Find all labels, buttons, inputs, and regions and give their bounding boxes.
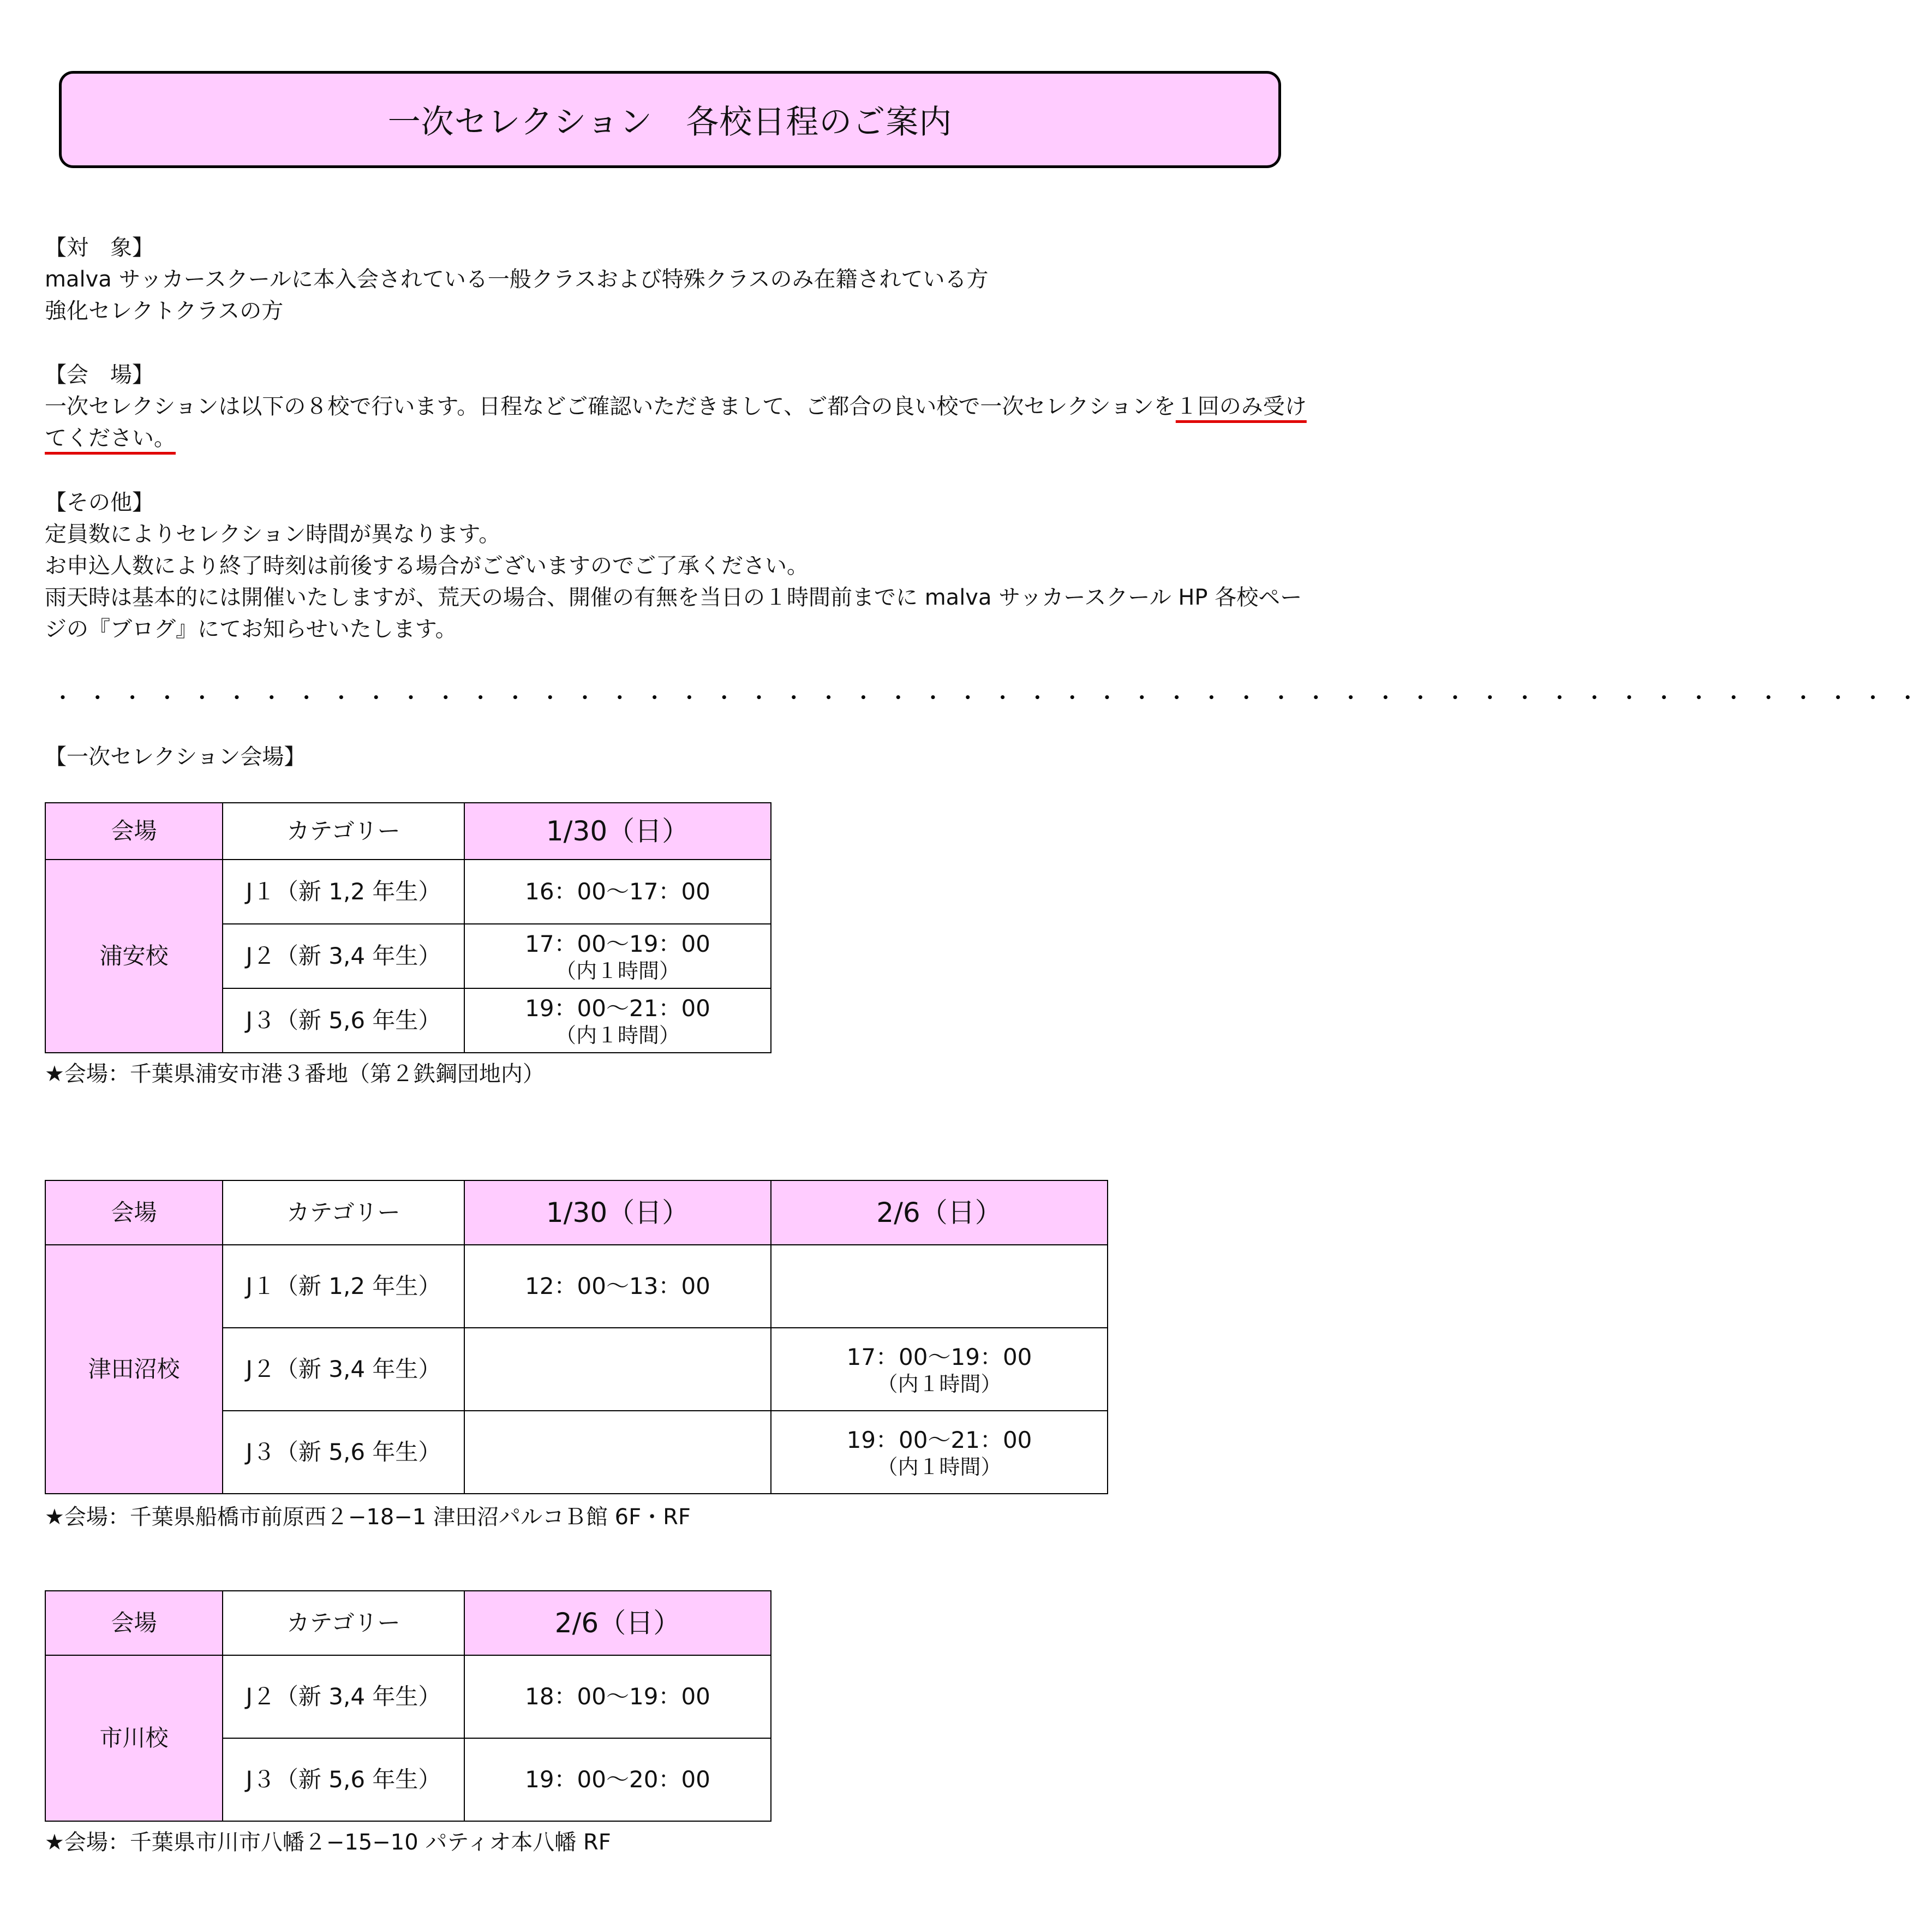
time-cell bbox=[464, 1328, 771, 1411]
header-date: 2/6（日） bbox=[771, 1180, 1108, 1245]
time-note: （内１時間） bbox=[877, 1372, 1002, 1396]
time-text: 18：00～19：00 bbox=[525, 1683, 710, 1710]
category-cell: J３（新 5,6 年生） bbox=[223, 1738, 464, 1821]
target-heading: 【対 象】 bbox=[45, 235, 154, 260]
time-cell bbox=[464, 1738, 771, 1821]
target-line: malva サッカースクールに本入会されている一般クラスおよび特殊クラスのみ在籍されている方 bbox=[45, 267, 989, 292]
time-note: （内１時間） bbox=[877, 1455, 1002, 1479]
header-date: 1/30（日） bbox=[464, 803, 771, 860]
other-line: お申込人数により終了時刻は前後する場合がございますのでご了承ください。 bbox=[45, 553, 809, 578]
header-venue: 会場 bbox=[45, 803, 223, 860]
header-category: カテゴリー bbox=[223, 1591, 464, 1655]
other-heading: 【その他】 bbox=[45, 490, 154, 515]
other-section bbox=[45, 487, 1321, 645]
header-category: カテゴリー bbox=[223, 803, 464, 860]
venue-text-underlined: １回のみ受けてください。 bbox=[45, 394, 1307, 451]
time-cell bbox=[771, 1411, 1108, 1494]
time-text: 12：00～13：00 bbox=[525, 1273, 710, 1299]
other-line: 雨天時は基本的には開催いたしますが、荒天の場合、開催の有無を当日の１時間前までに malva サッカースクール HP 各校ページの『ブログ』にてお知らせいたします。 bbox=[45, 585, 1302, 642]
other-line: 定員数によりセレクション時間が異なります。 bbox=[45, 522, 501, 547]
venue-address: ★会場：千葉県船橋市前原西２−18−1 津田沼パルコＢ館 6F・RF bbox=[45, 1505, 691, 1530]
schedule-heading: 【一次セレクション会場】 bbox=[45, 744, 306, 769]
venue-address: ★会場：千葉県市川市八幡２−15−10 パティオ本八幡 RF bbox=[45, 1830, 611, 1855]
time-note: （内１時間） bbox=[555, 959, 680, 983]
time-cell bbox=[464, 860, 771, 924]
header-date: 1/30（日） bbox=[464, 1180, 771, 1245]
time-cell bbox=[771, 1328, 1108, 1411]
time-cell bbox=[464, 1655, 771, 1738]
header-date: 2/6（日） bbox=[464, 1591, 771, 1655]
time-cell bbox=[464, 1411, 771, 1494]
page-title: 一次セレクション 各校日程のご案内 bbox=[59, 71, 1281, 168]
venue-section bbox=[45, 359, 1321, 454]
time-note: （内１時間） bbox=[555, 1023, 680, 1047]
schedule-table-urayasu bbox=[45, 802, 771, 1053]
header-category: カテゴリー bbox=[223, 1180, 464, 1245]
schedule-table-ichikawa bbox=[45, 1590, 771, 1822]
target-line: 強化セレクトクラスの方 bbox=[45, 299, 284, 324]
header-venue: 会場 bbox=[45, 1591, 223, 1655]
time-cell bbox=[771, 1245, 1108, 1328]
school-name: 浦安校 bbox=[45, 860, 223, 1053]
time-text: 17：00～19：00 bbox=[525, 930, 710, 957]
category-cell: J２（新 3,4 年生） bbox=[223, 1328, 464, 1411]
venue-text bbox=[45, 391, 1321, 454]
venue-address: ★会場：千葉県浦安市港３番地（第２鉄鋼団地内） bbox=[45, 1061, 545, 1087]
category-cell: J１（新 1,2 年生） bbox=[223, 1245, 464, 1328]
time-text: 17：00～19：00 bbox=[846, 1344, 1032, 1370]
category-cell: J２（新 3,4 年生） bbox=[223, 924, 464, 988]
time-text: 19：00～21：00 bbox=[525, 995, 710, 1022]
category-cell: J３（新 5,6 年生） bbox=[223, 1411, 464, 1494]
venue-text-main: 一次セレクションは以下の８校で行います。日程などご確認いただきまして、ご都合の良い校で一次セレクションを bbox=[45, 394, 1176, 419]
dotted-divider: ・・・・・・・・・・・・・・・・・・・・・・・・・・・・・・・・・・・・・・・・・・・・・・・・・・・・・・ bbox=[52, 686, 1932, 710]
time-text: 19：00～20：00 bbox=[525, 1766, 710, 1793]
category-cell: J３（新 5,6 年生） bbox=[223, 988, 464, 1053]
venue-heading: 【会 場】 bbox=[45, 362, 154, 387]
school-name: 津田沼校 bbox=[45, 1245, 223, 1494]
time-cell bbox=[464, 988, 771, 1053]
time-text: 16：00～17：00 bbox=[525, 878, 710, 905]
time-cell bbox=[464, 1245, 771, 1328]
category-cell: J２（新 3,4 年生） bbox=[223, 1655, 464, 1738]
target-section bbox=[45, 232, 1321, 327]
school-name: 市川校 bbox=[45, 1655, 223, 1821]
time-cell bbox=[464, 924, 771, 988]
schedule-table-tsudanuma bbox=[45, 1180, 1108, 1494]
time-text: 19：00～21：00 bbox=[846, 1427, 1032, 1453]
header-venue: 会場 bbox=[45, 1180, 223, 1245]
category-cell: J１（新 1,2 年生） bbox=[223, 860, 464, 924]
